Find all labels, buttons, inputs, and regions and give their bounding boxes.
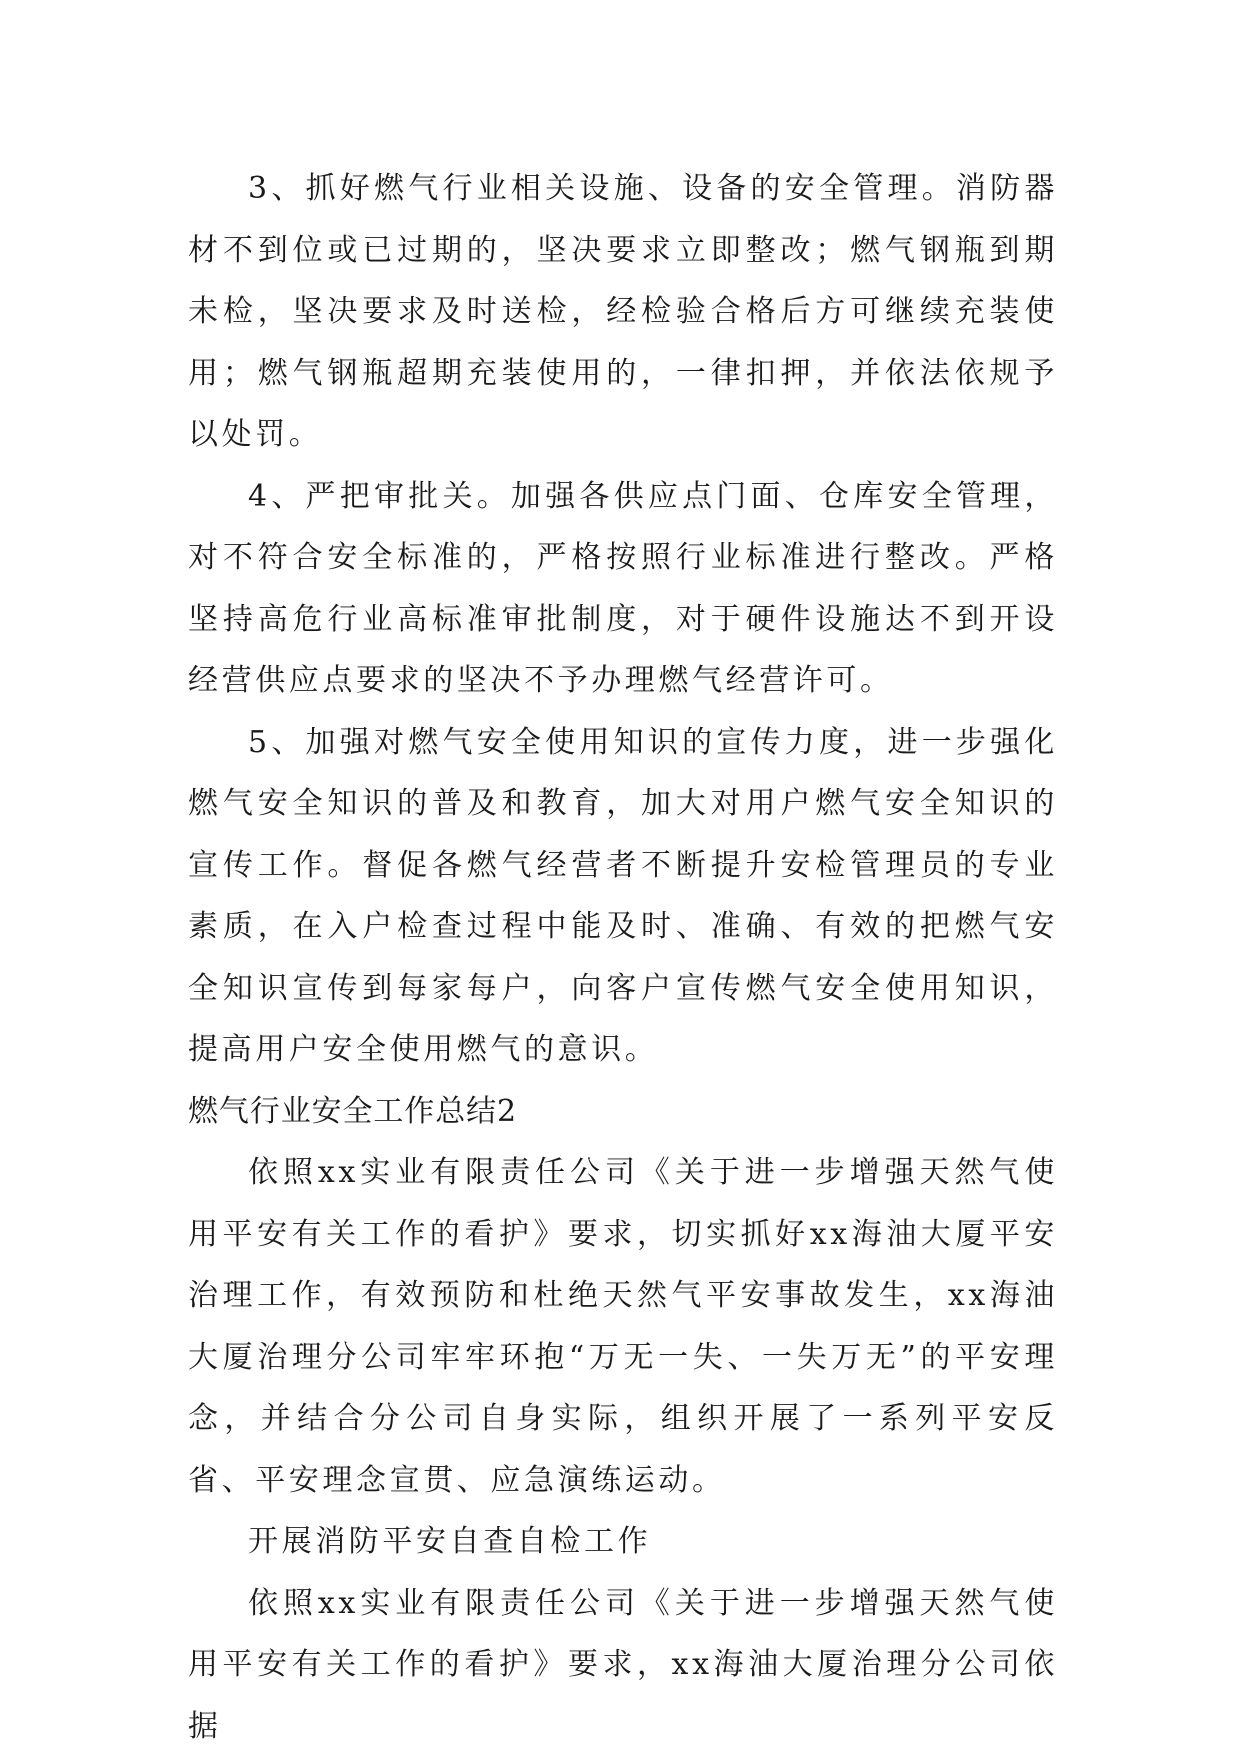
paragraph-item-3: 3、抓好燃气行业相关设施、设备的安全管理。消防器材不到位或已过期的，坚决要求立即整改；燃气钢瓶到期未检，坚决要求及时送检，经检验合格后方可继续充装使用；燃气钢瓶超期充装使用的，一律扣押，并依法依规予以处罚。 (188, 158, 1058, 466)
subheading-fire-safety-check: 开展消防平安自查自检工作 (188, 1511, 1058, 1573)
paragraph-intro: 依照xx实业有限责任公司《关于进一步增强天然气使用平安有关工作的看护》要求，切实抓好xx海油大厦平安治理工作，有效预防和杜绝天然气平安事故发生，xx海油大厦治理分公司牢牢环抱“万无一失、一失万无”的平安理念，并结合分公司自身实际，组织开展了一系列平安反省、平安理念宣贯、应急演练运动。 (188, 1142, 1058, 1511)
paragraph-item-5: 5、加强对燃气安全使用知识的宣传力度，进一步强化燃气安全知识的普及和教育，加大对用户燃气安全知识的宣传工作。督促各燃气经营者不断提升安检管理员的专业素质，在入户检查过程中能及时、准确、有效的把燃气安全知识宣传到每家每户，向客户宣传燃气安全使用知识，提高用户安全使用燃气的意识。 (188, 712, 1058, 1081)
section-heading: 燃气行业安全工作总结2 (188, 1081, 1058, 1143)
paragraph-continuation: 依照xx实业有限责任公司《关于进一步增强天然气使用平安有关工作的看护》要求，xx海油大厦治理分公司依据 (188, 1573, 1058, 1757)
document-body (188, 158, 1058, 1757)
paragraph-item-4: 4、严把审批关。加强各供应点门面、仓库安全管理，对不符合安全标准的，严格按照行业标准进行整改。严格坚持高危行业高标准审批制度，对于硬件设施达不到开设经营供应点要求的坚决不予办理燃气经营许可。 (188, 466, 1058, 712)
